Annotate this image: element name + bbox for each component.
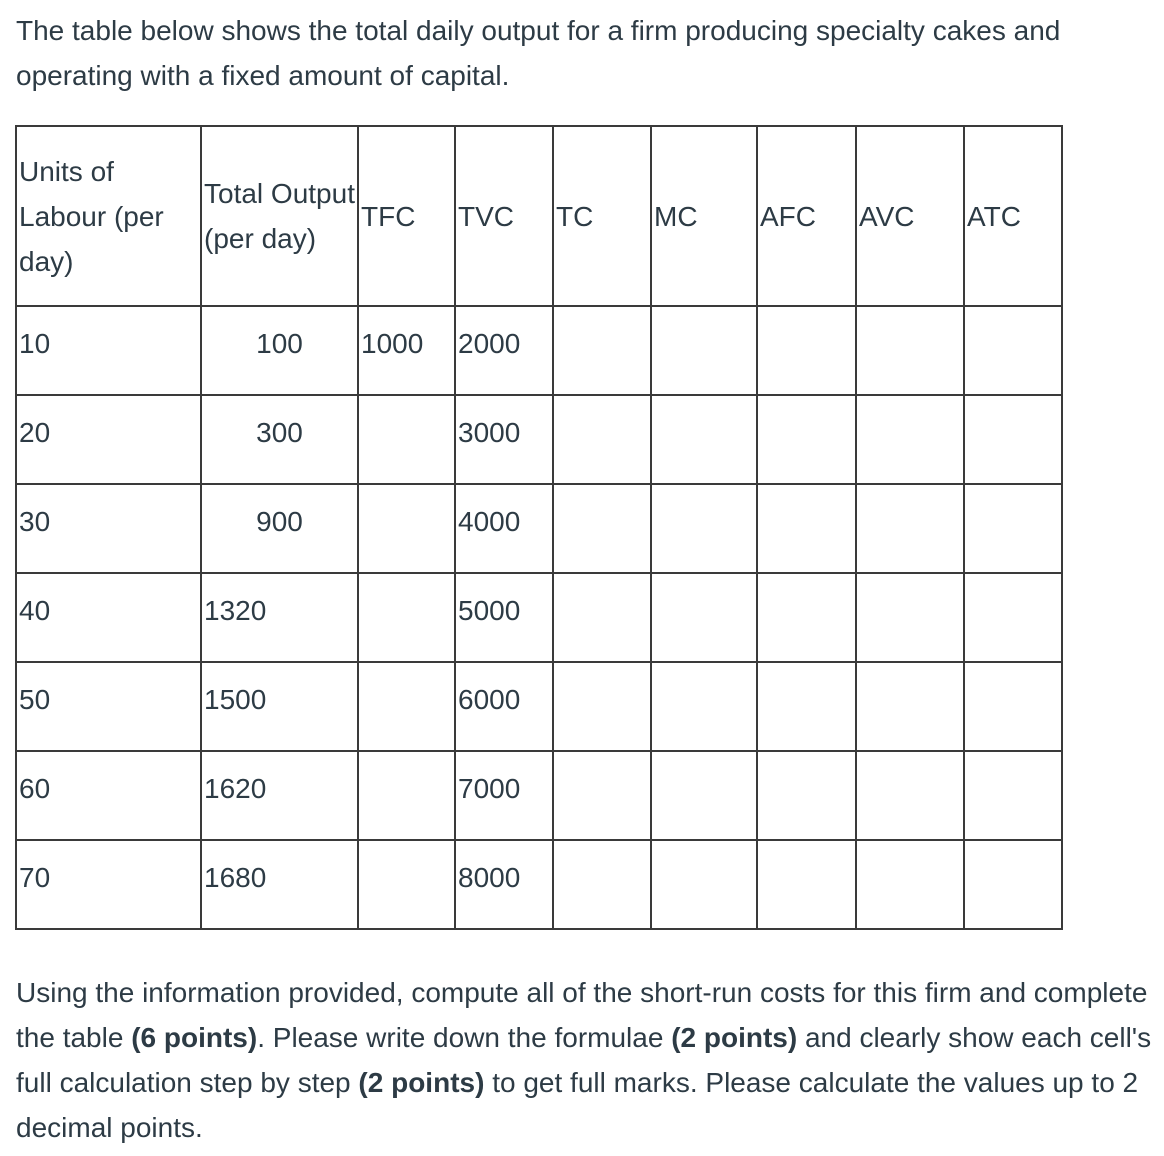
points-2-steps: (2 points) (358, 1067, 485, 1098)
header-total-output: Total Output (per day) (201, 126, 358, 306)
cell-avc (856, 840, 964, 929)
cell-atc (964, 395, 1062, 484)
header-tfc: TFC (358, 126, 455, 306)
cell-afc (757, 306, 856, 395)
cell-atc (964, 306, 1062, 395)
table-row (16, 751, 1062, 840)
cell-labour: 30 (16, 484, 201, 573)
table-row (16, 395, 1062, 484)
cell-labour: 50 (16, 662, 201, 751)
cell-mc (651, 840, 757, 929)
cell-afc (757, 751, 856, 840)
cell-tvc: 3000 (455, 395, 553, 484)
cell-mc (651, 306, 757, 395)
cell-afc (757, 484, 856, 573)
cell-tvc: 6000 (455, 662, 553, 751)
header-tvc: TVC (455, 126, 553, 306)
table-row (16, 662, 1062, 751)
cell-labour: 10 (16, 306, 201, 395)
cell-tc (553, 484, 651, 573)
points-6: (6 points) (131, 1022, 258, 1053)
cell-tc (553, 306, 651, 395)
cell-tvc: 4000 (455, 484, 553, 573)
instructions-part-2: . Please write down the formulae (257, 1022, 672, 1053)
cell-tfc (358, 751, 455, 840)
cell-mc (651, 395, 757, 484)
cell-tfc (358, 840, 455, 929)
cell-labour: 60 (16, 751, 201, 840)
header-avc: AVC (856, 126, 964, 306)
cell-tfc (358, 395, 455, 484)
intro-line-1: The table below shows the total daily output for a firm producing specialty cakes and (16, 15, 1061, 46)
header-row (16, 126, 1062, 306)
cell-output: 1680 (201, 840, 358, 929)
cell-tfc (358, 573, 455, 662)
cell-mc (651, 573, 757, 662)
cell-atc (964, 662, 1062, 751)
cell-afc (757, 395, 856, 484)
cell-afc (757, 840, 856, 929)
cell-tfc: 1000 (358, 306, 455, 395)
intro-line-2: operating with a fixed amount of capital. (16, 60, 510, 91)
cell-mc (651, 662, 757, 751)
instructions-part-3: and clearly show each cell's full calculation step by step (16, 1022, 1152, 1098)
cell-avc (856, 573, 964, 662)
cell-output: 1320 (201, 573, 358, 662)
cell-output: 1620 (201, 751, 358, 840)
cell-labour: 20 (16, 395, 201, 484)
cell-afc (757, 573, 856, 662)
cell-labour: 70 (16, 840, 201, 929)
table-row (16, 840, 1062, 929)
table-row (16, 484, 1062, 573)
cell-labour: 40 (16, 573, 201, 662)
cell-atc (964, 840, 1062, 929)
cell-atc (964, 573, 1062, 662)
table-row (16, 306, 1062, 395)
cell-tvc: 2000 (455, 306, 553, 395)
cell-atc (964, 484, 1062, 573)
cell-output: 1500 (201, 662, 358, 751)
intro-text (16, 8, 1164, 98)
instructions-text (16, 970, 1156, 1150)
cell-tc (553, 840, 651, 929)
cell-avc (856, 751, 964, 840)
cell-output: 900 (201, 484, 358, 573)
cell-mc (651, 484, 757, 573)
cell-tfc (358, 662, 455, 751)
cell-atc (964, 751, 1062, 840)
cell-tfc (358, 484, 455, 573)
cell-tc (553, 662, 651, 751)
cell-tvc: 7000 (455, 751, 553, 840)
header-units-of-labour: Units of Labour (per day) (16, 126, 201, 306)
header-mc: MC (651, 126, 757, 306)
instructions-part-1: Using the information provided, compute all of the short-run costs for this firm and complete the table (16, 977, 1148, 1053)
cell-output: 100 (201, 306, 358, 395)
cell-tc (553, 573, 651, 662)
cell-afc (757, 662, 856, 751)
points-2-formulae: (2 points) (671, 1022, 798, 1053)
table-row (16, 573, 1062, 662)
cell-avc (856, 395, 964, 484)
header-tc: TC (553, 126, 651, 306)
cell-tvc: 8000 (455, 840, 553, 929)
cell-avc (856, 484, 964, 573)
header-afc: AFC (757, 126, 856, 306)
cell-output: 300 (201, 395, 358, 484)
cell-tc (553, 751, 651, 840)
header-atc: ATC (964, 126, 1062, 306)
instructions-part-4: to get full marks. Please calculate the values up to 2 decimal points. (16, 1067, 1139, 1143)
cell-mc (651, 751, 757, 840)
cell-avc (856, 306, 964, 395)
cost-table (15, 125, 1063, 930)
cell-tc (553, 395, 651, 484)
cell-avc (856, 662, 964, 751)
cell-tvc: 5000 (455, 573, 553, 662)
